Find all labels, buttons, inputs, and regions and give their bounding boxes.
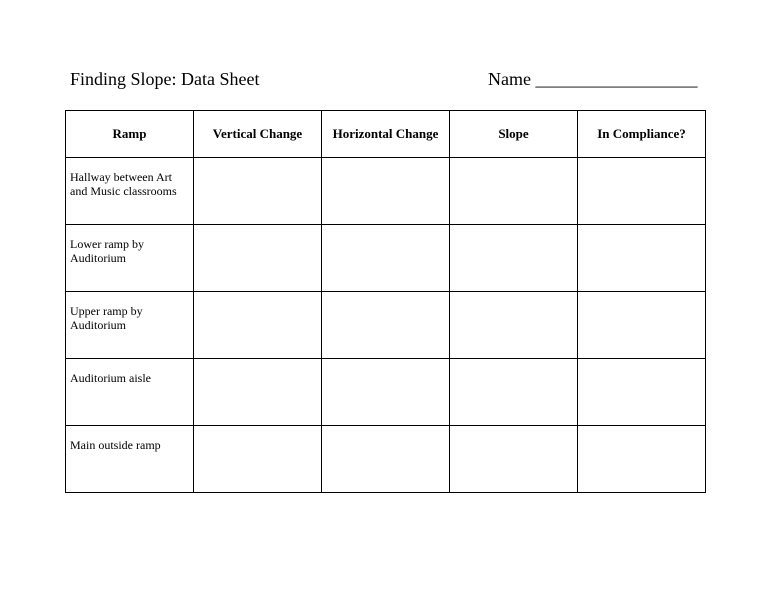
header-in-compliance: In Compliance? — [578, 111, 706, 158]
horizontal-change-cell[interactable] — [322, 426, 450, 493]
data-table — [65, 110, 706, 493]
ramp-label: Lower ramp by Auditorium — [70, 237, 144, 265]
table-row — [66, 426, 706, 493]
header-vertical-change: Vertical Change — [194, 111, 322, 158]
ramp-label: Main outside ramp — [70, 438, 161, 452]
ramp-label: Upper ramp by Auditorium — [70, 304, 143, 332]
in-compliance-cell[interactable] — [578, 225, 706, 292]
header-ramp: Ramp — [66, 111, 194, 158]
horizontal-change-cell[interactable] — [322, 359, 450, 426]
horizontal-change-cell[interactable] — [322, 225, 450, 292]
ramp-cell — [66, 426, 194, 493]
table-row — [66, 225, 706, 292]
table-header-row — [66, 111, 706, 158]
ramp-cell — [66, 225, 194, 292]
in-compliance-cell[interactable] — [578, 426, 706, 493]
horizontal-change-cell[interactable] — [322, 158, 450, 225]
page-title: Finding Slope: Data Sheet — [70, 69, 260, 89]
vertical-change-cell[interactable] — [194, 426, 322, 493]
table-row — [66, 158, 706, 225]
table-row — [66, 359, 706, 426]
header-horizontal-change: Horizontal Change — [322, 111, 450, 158]
slope-cell[interactable] — [450, 426, 578, 493]
vertical-change-cell[interactable] — [194, 292, 322, 359]
in-compliance-cell[interactable] — [578, 158, 706, 225]
slope-cell[interactable] — [450, 225, 578, 292]
vertical-change-cell[interactable] — [194, 359, 322, 426]
name-field-label: Name __________________ — [488, 69, 698, 89]
in-compliance-cell[interactable] — [578, 359, 706, 426]
vertical-change-cell[interactable] — [194, 158, 322, 225]
slope-cell[interactable] — [450, 292, 578, 359]
ramp-cell — [66, 158, 194, 225]
ramp-cell — [66, 359, 194, 426]
in-compliance-cell[interactable] — [578, 292, 706, 359]
slope-cell[interactable] — [450, 158, 578, 225]
table-row — [66, 292, 706, 359]
horizontal-change-cell[interactable] — [322, 292, 450, 359]
ramp-label: Auditorium aisle — [70, 371, 151, 385]
vertical-change-cell[interactable] — [194, 225, 322, 292]
ramp-label: Hallway between Art and Music classrooms — [70, 170, 177, 198]
slope-cell[interactable] — [450, 359, 578, 426]
header-slope: Slope — [450, 111, 578, 158]
ramp-cell — [66, 292, 194, 359]
